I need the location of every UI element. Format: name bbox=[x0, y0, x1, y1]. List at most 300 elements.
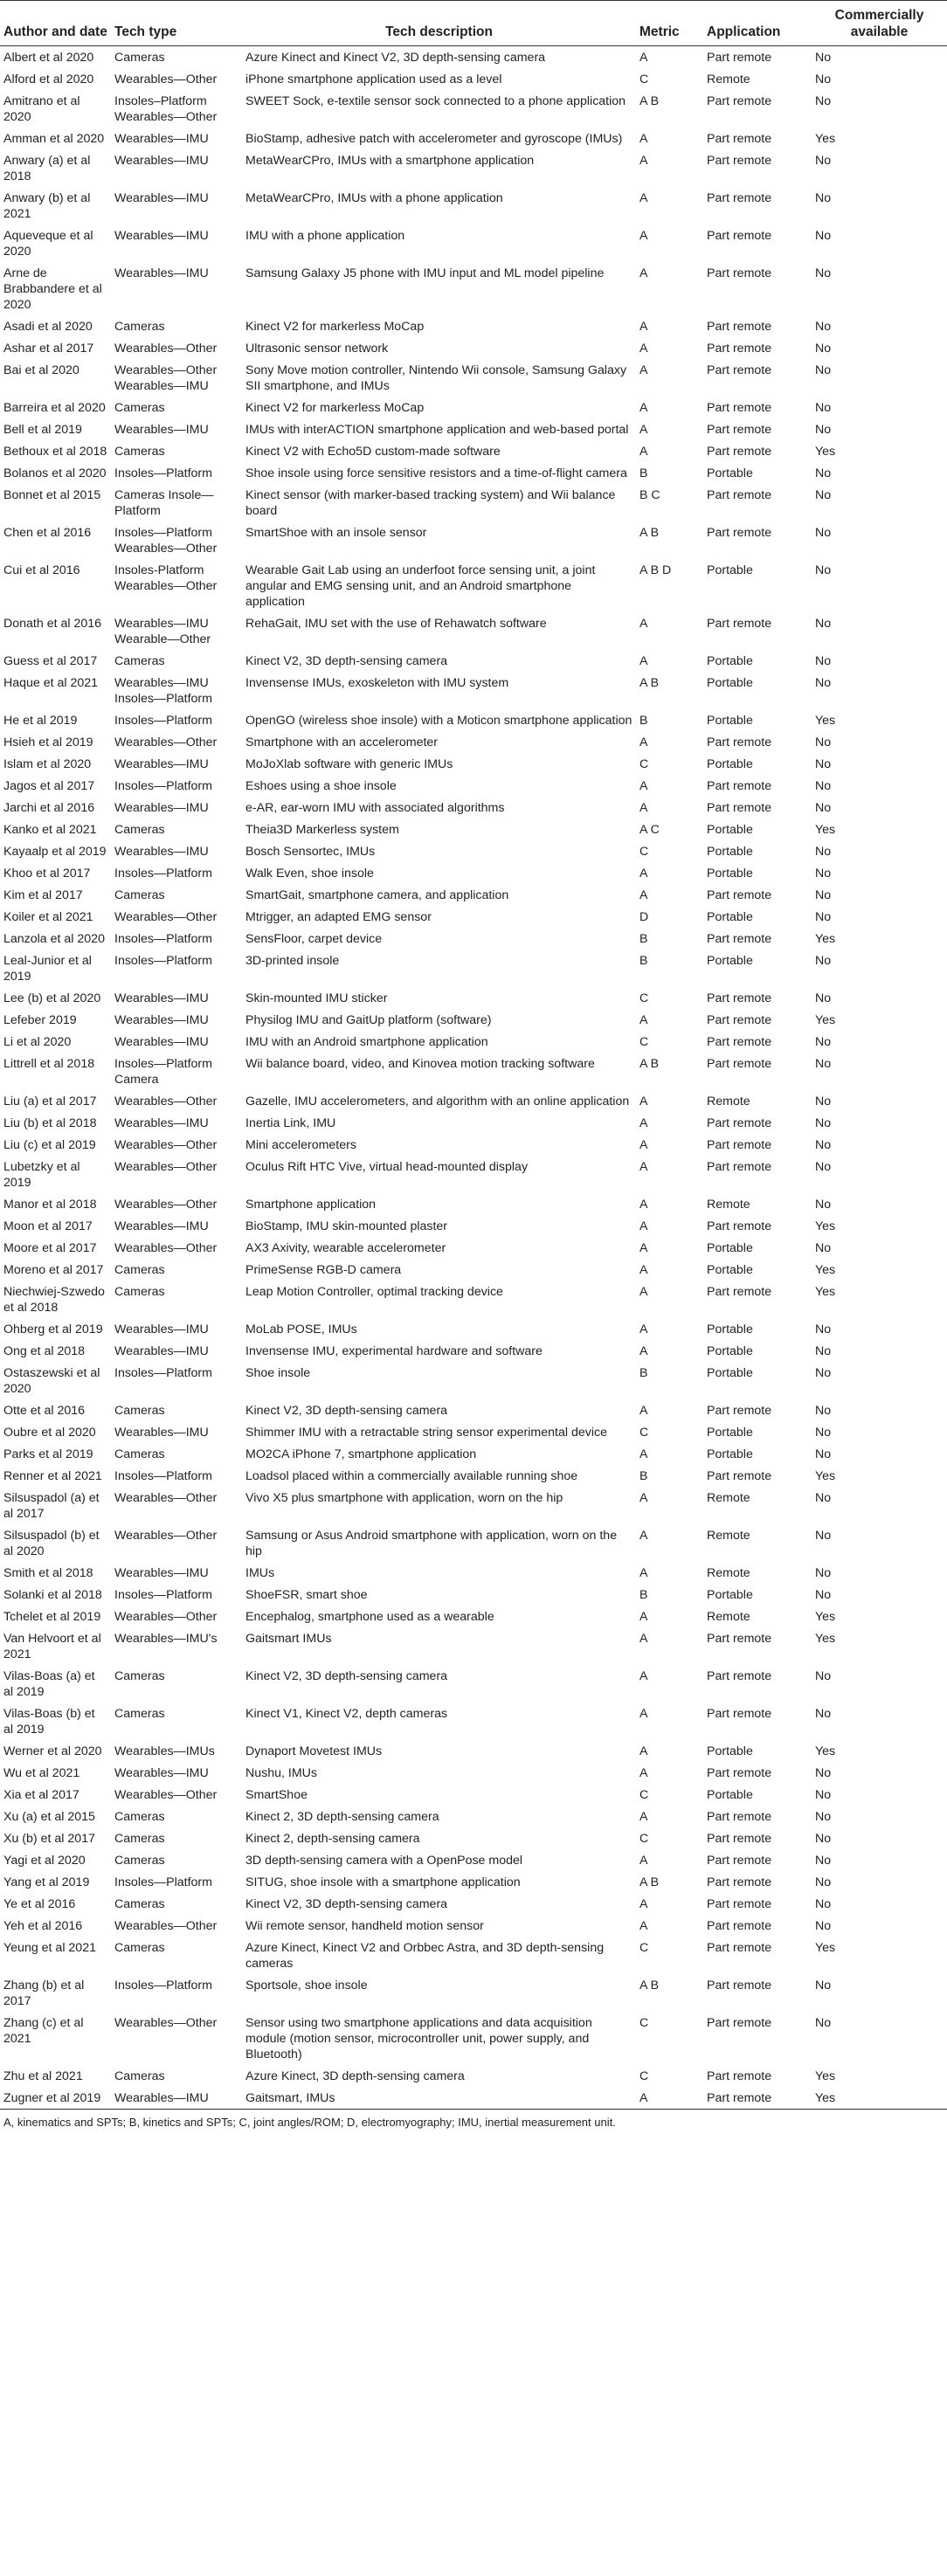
tech-type-cell: Wearables—IMU Insoles—Platform bbox=[114, 676, 212, 706]
application-cell: Remote bbox=[707, 1491, 750, 1505]
tech-description-cell: IMU with an Android smartphone application bbox=[245, 1035, 488, 1049]
metric-cell: A bbox=[639, 1160, 648, 1174]
table-row bbox=[0, 224, 947, 262]
table-row bbox=[0, 928, 947, 950]
commercially-available-cell: Yes bbox=[815, 1744, 836, 1758]
application-cell: Part remote bbox=[707, 266, 772, 280]
metric-cell: A bbox=[639, 1219, 648, 1233]
application-cell: Part remote bbox=[707, 1116, 772, 1130]
tech-description-cell: Inertia Link, IMU bbox=[245, 1116, 336, 1130]
table-row bbox=[0, 1827, 947, 1849]
commercially-available-cell: No bbox=[815, 1832, 832, 1846]
tech-type-cell: Wearables—Other bbox=[114, 910, 218, 924]
metric-cell: A bbox=[639, 654, 648, 668]
author-cell: Smith et al 2018 bbox=[3, 1566, 93, 1580]
table-row bbox=[0, 1237, 947, 1259]
tech-type-cell: Insoles—Platform Wearables—Other bbox=[114, 526, 218, 556]
tech-type-cell: Cameras bbox=[114, 51, 165, 65]
author-cell: Xu (a) et al 2015 bbox=[3, 1810, 95, 1824]
application-cell: Portable bbox=[707, 466, 753, 480]
metric-cell: A bbox=[639, 132, 648, 146]
commercially-available-cell: No bbox=[815, 1566, 832, 1580]
table-row bbox=[0, 315, 947, 337]
metric-cell: A bbox=[639, 1744, 648, 1758]
commercially-available-cell: No bbox=[815, 1766, 832, 1780]
author-cell: Yeh et al 2016 bbox=[3, 1919, 83, 1933]
metric-cell: A bbox=[639, 779, 648, 793]
commercially-available-cell: No bbox=[815, 363, 832, 377]
tech-description-cell: SensFloor, carpet device bbox=[245, 932, 383, 946]
tech-description-cell: OpenGO (wireless shoe insole) with a Moticon smartphone application bbox=[245, 714, 632, 728]
application-cell: Part remote bbox=[707, 1469, 772, 1483]
tech-type-cell: Wearables—IMU bbox=[114, 132, 209, 146]
commercially-available-cell: No bbox=[815, 1854, 832, 1868]
tech-description-cell: Kinect V2 with Echo5D custom-made software bbox=[245, 445, 501, 459]
commercially-available-cell: Yes bbox=[815, 1285, 836, 1299]
application-cell: Part remote bbox=[707, 1219, 772, 1233]
application-cell: Part remote bbox=[707, 1919, 772, 1933]
tech-type-cell: Insoles—Platform bbox=[114, 1469, 212, 1483]
metric-cell: A bbox=[639, 1529, 648, 1543]
author-cell: Zhu et al 2021 bbox=[3, 2069, 83, 2083]
metric-cell: A bbox=[639, 1810, 648, 1824]
tech-description-cell: Kinect V2 for markerless MoCap bbox=[245, 401, 425, 415]
tech-type-cell: Cameras bbox=[114, 1285, 165, 1299]
table-row bbox=[0, 2065, 947, 2087]
application-cell: Portable bbox=[707, 845, 753, 859]
commercially-available-cell: No bbox=[815, 801, 832, 815]
application-cell: Remote bbox=[707, 1529, 750, 1543]
table-row bbox=[0, 1112, 947, 1134]
author-cell: Yagi et al 2020 bbox=[3, 1854, 86, 1868]
application-cell: Portable bbox=[707, 954, 753, 968]
table-row bbox=[0, 262, 947, 315]
author-cell: Chen et al 2016 bbox=[3, 526, 92, 540]
author-cell: Yeung et al 2021 bbox=[3, 1941, 96, 1955]
tech-description-cell: Wearable Gait Lab using an underfoot force sensing unit, a joint angular and EMG sensing unit, and an Android smartphone application bbox=[245, 563, 596, 609]
application-cell: Part remote bbox=[707, 154, 772, 168]
commercially-available-cell: Yes bbox=[812, 2087, 947, 2110]
author-cell: Asadi et al 2020 bbox=[3, 320, 93, 334]
author-cell: Arne de Brabbandere et al 2020 bbox=[3, 266, 102, 312]
table-row bbox=[0, 840, 947, 862]
commercially-available-cell: No bbox=[815, 617, 832, 631]
metric-cell: A bbox=[639, 229, 648, 243]
table-row bbox=[0, 90, 947, 128]
application-cell: Part remote bbox=[707, 132, 772, 146]
application-cell: Part remote bbox=[707, 320, 772, 334]
application-cell: Part remote bbox=[707, 1057, 772, 1071]
commercially-available-cell: No bbox=[815, 1198, 832, 1212]
tech-type-cell: Wearables—Other Wearables—IMU bbox=[114, 363, 218, 393]
table-row bbox=[0, 906, 947, 928]
tech-description-cell: Gaitsmart IMUs bbox=[245, 1632, 332, 1646]
metric-cell: A bbox=[639, 1766, 648, 1780]
tech-description-cell: Kinect sensor (with marker-based tracking system) and Wii balance board bbox=[245, 488, 616, 518]
commercially-available-cell: No bbox=[815, 1366, 832, 1380]
table-row bbox=[0, 1702, 947, 1740]
header-commercially-available: Commercially available bbox=[812, 1, 947, 46]
metric-cell: A bbox=[639, 320, 648, 334]
application-cell: Part remote bbox=[707, 1832, 772, 1846]
author-cell: Ye et al 2016 bbox=[3, 1897, 76, 1911]
commercially-available-cell: No bbox=[815, 779, 832, 793]
metric-cell: A bbox=[639, 191, 648, 205]
tech-type-cell: Wearables—IMU bbox=[114, 757, 209, 771]
application-cell: Part remote bbox=[703, 2087, 812, 2110]
table-row bbox=[0, 2012, 947, 2065]
author-cell: Van Helvoort et al 2021 bbox=[3, 1632, 101, 1661]
tech-type-cell: Insoles—Platform bbox=[114, 1588, 212, 1602]
table-row bbox=[0, 1806, 947, 1827]
table-row bbox=[0, 709, 947, 731]
metric-cell: C bbox=[639, 1832, 649, 1846]
author-cell: Albert et al 2020 bbox=[3, 51, 94, 65]
metric-cell: A bbox=[639, 1344, 648, 1358]
tech-type-cell: Wearables—IMU bbox=[114, 1013, 209, 1027]
application-cell: Remote bbox=[707, 1095, 750, 1108]
tech-description-cell: Mini accelerometers bbox=[245, 1138, 356, 1152]
author-cell: Renner et al 2021 bbox=[3, 1469, 102, 1483]
metric-cell: C bbox=[639, 991, 649, 1005]
table-row bbox=[0, 1915, 947, 1937]
application-cell: Portable bbox=[707, 1744, 753, 1758]
commercially-available-cell: No bbox=[815, 1160, 832, 1174]
application-cell: Part remote bbox=[707, 1013, 772, 1027]
metric-cell: B bbox=[639, 932, 648, 946]
table-row bbox=[0, 612, 947, 650]
table-row bbox=[0, 1399, 947, 1421]
metric-cell: C bbox=[639, 1035, 649, 1049]
author-cell: Oubre et al 2020 bbox=[3, 1426, 96, 1440]
commercially-available-cell: No bbox=[815, 954, 832, 968]
tech-type-cell: Wearables—Other bbox=[114, 1919, 218, 1933]
table-row bbox=[0, 797, 947, 818]
author-cell: Zhang (c) et al 2021 bbox=[3, 2016, 84, 2046]
tech-type-cell: Cameras bbox=[114, 1669, 165, 1683]
tech-type-cell: Wearables—IMU bbox=[114, 229, 209, 243]
metric-cell: A bbox=[639, 423, 648, 437]
application-cell: Portable bbox=[707, 1788, 753, 1802]
metric-cell: A bbox=[639, 154, 648, 168]
application-cell: Portable bbox=[707, 1447, 753, 1461]
commercially-available-cell: No bbox=[815, 2016, 832, 2030]
tech-description-cell: Loadsol placed within a commercially available running shoe bbox=[245, 1469, 578, 1483]
commercially-available-cell: No bbox=[815, 191, 832, 205]
tech-type-cell: Cameras bbox=[114, 2069, 165, 2083]
tech-description-cell: Kinect V2, 3D depth-sensing camera bbox=[245, 1404, 448, 1418]
commercially-available-cell: No bbox=[815, 1095, 832, 1108]
table-row bbox=[0, 1893, 947, 1915]
tech-description-cell: BioStamp, IMU skin-mounted plaster bbox=[245, 1219, 448, 1233]
table-row bbox=[0, 1318, 947, 1340]
commercially-available-cell: No bbox=[815, 676, 832, 690]
tech-type-cell: Insoles—Platform bbox=[114, 932, 212, 946]
metric-cell: C bbox=[639, 73, 649, 86]
table-row bbox=[0, 1443, 947, 1465]
metric-cell: A C bbox=[639, 823, 660, 837]
table-row bbox=[0, 484, 947, 521]
metric-cell: A bbox=[639, 1323, 648, 1336]
commercially-available-cell: No bbox=[815, 1057, 832, 1071]
application-cell: Part remote bbox=[707, 191, 772, 205]
tech-type-cell: Wearables—IMU bbox=[114, 266, 209, 280]
author-cell: Bethoux et al 2018 bbox=[3, 445, 107, 459]
author-cell: Ostaszewski et al 2020 bbox=[3, 1366, 100, 1396]
author-cell: Bai et al 2020 bbox=[3, 363, 79, 377]
table-row bbox=[0, 672, 947, 709]
metric-cell: A bbox=[639, 867, 648, 881]
tech-type-cell: Wearables—Other bbox=[114, 1160, 218, 1174]
application-cell: Part remote bbox=[707, 1941, 772, 1955]
metric-cell: B bbox=[639, 1366, 648, 1380]
metric-cell: A B D bbox=[639, 563, 672, 577]
table-row bbox=[0, 884, 947, 906]
metric-cell: C bbox=[639, 2069, 649, 2083]
metric-cell: A bbox=[639, 1707, 648, 1721]
author-cell: Silsuspadol (b) et al 2020 bbox=[3, 1529, 100, 1558]
table-row bbox=[0, 1009, 947, 1031]
metric-cell: A bbox=[639, 1404, 648, 1418]
tech-description-cell: Samsung or Asus Android smartphone with application, worn on the hip bbox=[245, 1529, 618, 1558]
author-cell: Leal-Junior et al 2019 bbox=[3, 954, 92, 984]
tech-type-cell: Wearables—Other bbox=[114, 1241, 218, 1255]
tech-type-cell: Wearables—Other bbox=[114, 1138, 218, 1152]
metric-cell: A bbox=[639, 888, 648, 902]
commercially-available-cell: No bbox=[815, 1323, 832, 1336]
tech-description-cell: Smartphone with an accelerometer bbox=[245, 736, 439, 749]
tech-description-cell: Physilog IMU and GaitUp platform (software) bbox=[245, 1013, 492, 1027]
metric-cell: A bbox=[639, 1198, 648, 1212]
commercially-available-cell: Yes bbox=[815, 1219, 836, 1233]
commercially-available-cell: No bbox=[815, 1788, 832, 1802]
table-row bbox=[0, 1849, 947, 1871]
author-cell: Alford et al 2020 bbox=[3, 73, 94, 86]
commercially-available-cell: No bbox=[815, 488, 832, 502]
metric-cell: A bbox=[639, 363, 648, 377]
commercially-available-cell: No bbox=[815, 1707, 832, 1721]
metric-cell: B C bbox=[639, 488, 660, 502]
table-row bbox=[0, 440, 947, 462]
tech-type-cell: Wearables—IMU bbox=[114, 1035, 209, 1049]
author-cell: Ong et al 2018 bbox=[3, 1344, 86, 1358]
author-cell: Guess et al 2017 bbox=[3, 654, 98, 668]
commercially-available-cell: Yes bbox=[815, 1263, 836, 1277]
tech-type-cell: Insoles–Platform Wearables—Other bbox=[114, 94, 218, 124]
table-row bbox=[0, 818, 947, 840]
application-cell: Portable bbox=[707, 910, 753, 924]
author-cell: Lanzola et al 2020 bbox=[3, 932, 105, 946]
author-cell: Liu (a) et al 2017 bbox=[3, 1095, 97, 1108]
metric-cell: A bbox=[639, 617, 648, 631]
author-cell: Solanki et al 2018 bbox=[3, 1588, 102, 1602]
commercially-available-cell: Yes bbox=[815, 132, 836, 146]
application-cell: Part remote bbox=[707, 445, 772, 459]
application-cell: Portable bbox=[707, 1241, 753, 1255]
tech-description-cell: Gazelle, IMU accelerometers, and algorithm with an online application bbox=[245, 1095, 630, 1108]
tech-description-cell: e-AR, ear-worn IMU with associated algorithms bbox=[245, 801, 505, 815]
tech-description-cell: Smartphone application bbox=[245, 1198, 377, 1212]
tech-type-cell: Cameras bbox=[114, 1897, 165, 1911]
table-row bbox=[0, 862, 947, 884]
commercially-available-cell: No bbox=[815, 1897, 832, 1911]
tech-type-cell: Wearables—Other bbox=[114, 736, 218, 749]
metric-cell: A bbox=[639, 1013, 648, 1027]
application-cell: Part remote bbox=[707, 1810, 772, 1824]
tech-description-cell: Wii balance board, video, and Kinovea motion tracking software bbox=[245, 1057, 595, 1071]
metric-cell: C bbox=[639, 1941, 649, 1955]
metric-cell: A B bbox=[639, 1057, 660, 1071]
tech-description-cell: Bosch Sensortec, IMUs bbox=[245, 845, 376, 859]
author-cell: Moon et al 2017 bbox=[3, 1219, 93, 1233]
tech-description-cell: MetaWearCPro, IMUs with a smartphone application bbox=[245, 154, 535, 168]
tech-type-cell: Cameras bbox=[114, 1810, 165, 1824]
tech-type-cell: Cameras bbox=[114, 1263, 165, 1277]
metric-cell: C bbox=[639, 1788, 649, 1802]
metric-cell: A bbox=[639, 1491, 648, 1505]
author-cell: Otte et al 2016 bbox=[3, 1404, 86, 1418]
commercially-available-cell: No bbox=[815, 466, 832, 480]
author-cell: Hsieh et al 2019 bbox=[3, 736, 93, 749]
author-cell: Haque et al 2021 bbox=[3, 676, 99, 690]
commercially-available-cell: Yes bbox=[815, 1632, 836, 1646]
table-row bbox=[0, 987, 947, 1009]
tech-type-cell: Cameras bbox=[114, 1941, 165, 1955]
commercially-available-cell: No bbox=[815, 423, 832, 437]
tech-description-cell: Kinect 2, 3D depth-sensing camera bbox=[245, 1810, 439, 1824]
author-cell: Barreira et al 2020 bbox=[3, 401, 106, 415]
table-footnote: A, kinematics and SPTs; B, kinetics and SPTs; C, joint angles/ROM; D, electromyography; IMU, inertial measurement unit. bbox=[3, 2116, 616, 2129]
tech-type-cell: Wearables—IMUs bbox=[114, 1744, 215, 1758]
tech-description-cell: Invensense IMU, experimental hardware and software bbox=[245, 1344, 543, 1358]
table-row bbox=[0, 1465, 947, 1487]
tech-type-cell: Wearables—Other bbox=[114, 1095, 218, 1108]
author-cell: Zugner et al 2019 bbox=[0, 2087, 111, 2110]
table-row bbox=[0, 1090, 947, 1112]
tech-type-cell: Wearables—IMU bbox=[114, 991, 209, 1005]
table-row bbox=[0, 397, 947, 418]
author-cell: Kim et al 2017 bbox=[3, 888, 83, 902]
tech-type-cell: Wearables—IMU's bbox=[114, 1632, 218, 1646]
tech-description-cell: Azure Kinect and Kinect V2, 3D depth-sensing camera bbox=[245, 51, 546, 65]
tech-type-cell: Wearables—IMU Wearable—Other bbox=[114, 617, 211, 646]
table-row bbox=[0, 128, 947, 149]
commercially-available-cell: No bbox=[815, 73, 832, 86]
header-tech-description: Tech description bbox=[242, 1, 636, 46]
table-row bbox=[0, 650, 947, 672]
application-cell: Part remote bbox=[707, 1160, 772, 1174]
metric-cell: C bbox=[639, 845, 649, 859]
commercially-available-cell: No bbox=[815, 1588, 832, 1602]
tech-type-cell: Insoles—Platform bbox=[114, 954, 212, 968]
tech-description-cell: SmartShoe with an insole sensor bbox=[245, 526, 427, 540]
metric-cell: A bbox=[639, 1669, 648, 1683]
tech-type-cell: Wearables—IMU bbox=[114, 191, 209, 205]
tech-description-cell: Kinect V2 for markerless MoCap bbox=[245, 320, 425, 334]
table-row bbox=[0, 68, 947, 90]
author-cell: Anwary (b) et al 2021 bbox=[3, 191, 91, 221]
application-cell: Part remote bbox=[707, 488, 772, 502]
commercially-available-cell: No bbox=[815, 654, 832, 668]
metric-cell: A bbox=[639, 1566, 648, 1580]
commercially-available-cell: No bbox=[815, 1669, 832, 1683]
commercially-available-cell: Yes bbox=[815, 1469, 836, 1483]
tech-description-cell: SmartGait, smartphone camera, and application bbox=[245, 888, 509, 902]
author-cell: Koiler et al 2021 bbox=[3, 910, 93, 924]
author-cell: Xia et al 2017 bbox=[3, 1788, 79, 1802]
author-cell: Parks et al 2019 bbox=[3, 1447, 93, 1461]
application-cell: Portable bbox=[707, 1588, 753, 1602]
commercially-available-cell: No bbox=[815, 526, 832, 540]
author-cell: Moreno et al 2017 bbox=[3, 1263, 104, 1277]
metric-cell: A bbox=[639, 1241, 648, 1255]
tech-description-cell: Shimmer IMU with a retractable string sensor experimental device bbox=[245, 1426, 607, 1440]
table-row bbox=[0, 1421, 947, 1443]
application-cell: Part remote bbox=[707, 1854, 772, 1868]
commercially-available-cell: No bbox=[815, 845, 832, 859]
author-cell: Yang et al 2019 bbox=[3, 1875, 90, 1889]
metric-cell: C bbox=[639, 2016, 649, 2030]
tech-description-cell: PrimeSense RGB-D camera bbox=[245, 1263, 402, 1277]
commercially-available-cell: No bbox=[815, 757, 832, 771]
author-cell: Zhang (b) et al 2017 bbox=[3, 1979, 85, 2008]
author-cell: Kanko et al 2021 bbox=[3, 823, 97, 837]
commercially-available-cell: Yes bbox=[815, 714, 836, 728]
table-row bbox=[0, 2087, 947, 2110]
tech-type-cell: Wearables—IMU bbox=[114, 1219, 209, 1233]
table-row bbox=[0, 1762, 947, 1784]
metric-cell: C bbox=[639, 1426, 649, 1440]
commercially-available-cell: No bbox=[815, 1491, 832, 1505]
tech-type-cell: Wearables—Other bbox=[114, 73, 218, 86]
tech-description-cell: Azure Kinect, Kinect V2 and Orbbec Astra, and 3D depth-sensing cameras bbox=[245, 1941, 605, 1971]
author-cell: Jarchi et al 2016 bbox=[3, 801, 95, 815]
author-cell: Liu (b) et al 2018 bbox=[3, 1116, 97, 1130]
commercially-available-cell: Yes bbox=[815, 932, 836, 946]
commercially-available-cell: No bbox=[815, 266, 832, 280]
tech-description-cell: Wii remote sensor, handheld motion sensor bbox=[245, 1919, 484, 1933]
table-row bbox=[0, 1031, 947, 1053]
author-cell: Wu et al 2021 bbox=[3, 1766, 80, 1780]
tech-type-cell: Cameras bbox=[114, 888, 165, 902]
tech-type-cell: Insoles—Platform bbox=[114, 714, 212, 728]
metric-cell: A B bbox=[639, 94, 660, 108]
metric-cell: A bbox=[639, 1138, 648, 1152]
table-row bbox=[0, 559, 947, 612]
commercially-available-cell: No bbox=[815, 1035, 832, 1049]
tech-description-cell: Sony Move motion controller, Nintendo Wii console, Samsung Galaxy SII smartphone, and IMUs bbox=[245, 363, 627, 393]
tech-description-cell: 3D depth-sensing camera with a OpenPose model bbox=[245, 1854, 523, 1868]
table-row bbox=[0, 462, 947, 484]
tech-type-cell: Cameras bbox=[114, 401, 165, 415]
author-cell: He et al 2019 bbox=[3, 714, 78, 728]
application-cell: Part remote bbox=[707, 401, 772, 415]
tech-description-cell: Ultrasonic sensor network bbox=[245, 342, 389, 356]
application-cell: Part remote bbox=[707, 779, 772, 793]
tech-description-cell: MoLab POSE, IMUs bbox=[245, 1323, 357, 1336]
application-cell: Portable bbox=[707, 757, 753, 771]
tech-description-cell: RehaGait, IMU set with the use of Rehawatch software bbox=[245, 617, 547, 631]
metric-cell: A bbox=[639, 445, 648, 459]
tech-type-cell: Insoles—Platform Camera bbox=[114, 1057, 212, 1087]
tech-type-cell: Wearables—IMU bbox=[111, 2087, 242, 2110]
tech-description-cell: Invensense IMUs, exoskeleton with IMU system bbox=[245, 676, 509, 690]
application-cell: Part remote bbox=[707, 801, 772, 815]
metric-cell: A bbox=[639, 1447, 648, 1461]
table-row bbox=[0, 521, 947, 559]
tech-description-cell: Gaitsmart, IMUs bbox=[242, 2087, 636, 2110]
tech-type-cell: Wearables—Other bbox=[114, 1788, 218, 1802]
